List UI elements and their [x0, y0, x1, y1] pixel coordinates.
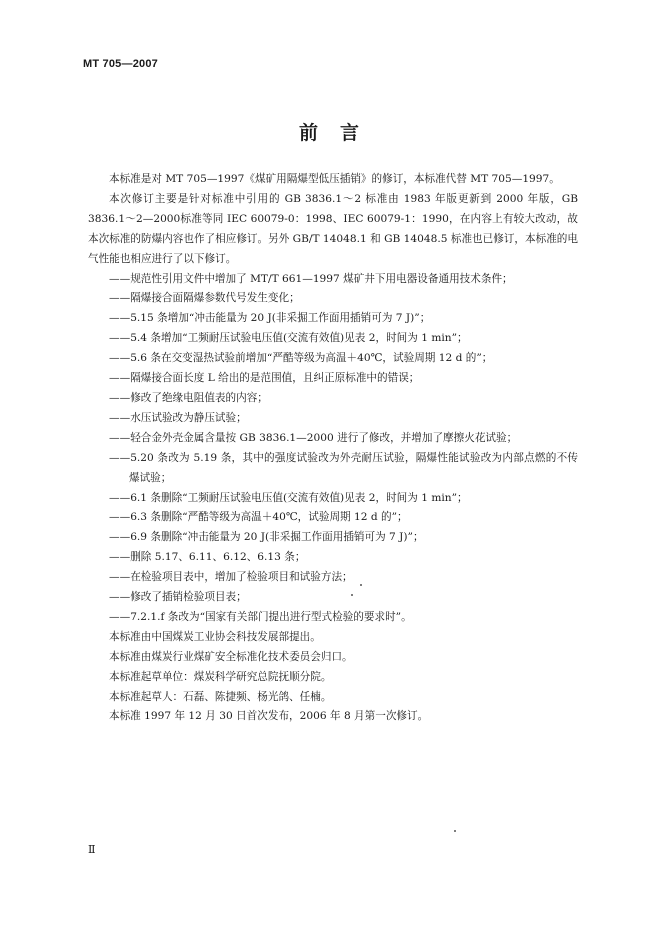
- change-item: ——5.15 条增加“冲击能量为 20 J(非采掘工作面用插销可为 7 J)”；: [109, 312, 431, 325]
- change-item: ——轻合金外壳金属含量按 GB 3836.1—2000 进行了修改，并增加了摩擦火花试验；: [109, 431, 518, 444]
- change-item: ——修改了插销检验项目表；: [109, 591, 247, 604]
- change-item: ——水压试验改为静压试验；: [109, 411, 247, 424]
- change-item: ——6.9 条删除“冲击能量为 20 J(非采掘工作面用插销可为 7 J)”；: [109, 531, 424, 544]
- change-item: ——5.20 条改为 5.19 条，其中的强度试验改为外壳耐压试验，隔爆性能试验改为内部点燃的不传爆试验；: [109, 451, 578, 484]
- change-item: ——5.6 条在交变湿热试验前增加“严酷等级为高温＋40℃，试验周期 12 d 的”；: [109, 352, 493, 365]
- scan-speck: [351, 594, 353, 596]
- scan-speck: [454, 830, 456, 832]
- intro-paragraph: 本标准是对 MT 705—1997《煤矿用隔爆型低压插销》的修订，本标准代替 MT 705—1997。: [109, 173, 560, 185]
- change-item: ——隔爆接合面长度 L 给出的是范围值，且纠正原标准中的错误；: [109, 372, 420, 385]
- change-item: ——修改了绝缘电阻值表的内容；: [109, 391, 268, 404]
- standard-number-header: MT 705—2007: [83, 58, 158, 70]
- drafters-statement: 本标准起草人：石磊、陈捷频、杨光鸽、任楠。: [109, 690, 332, 703]
- page-number: Ⅱ: [88, 843, 96, 856]
- change-item: ——在检验项目表中，增加了检验项目和试验方法；: [109, 571, 353, 584]
- publication-history-statement: 本标准 1997 年 12 月 30 日首次发布，2006 年 8 月第一次修订。: [109, 710, 429, 723]
- proposer-statement: 本标准由中国煤炭工业协会科技发展部提出。: [109, 630, 321, 643]
- change-item: ——5.4 条增加“工频耐压试验电压值(交流有效值)见表 2，时间为 1 min”；: [109, 332, 468, 345]
- change-item: ——6.3 条删除“严酷等级为高温＋40℃，试验周期 12 d 的”；: [109, 511, 408, 524]
- change-item: ——7.2.1.f 条改为“国家有关部门提出进行型式检验的要求时”。: [109, 610, 412, 623]
- revision-summary-paragraph: 本次修订主要是针对标准中引用的 GB 3836.1～2 标准由 1983 年版更新到 2000 年版，GB 3836.1～2—2000标准等同 IEC 60079-0：1998、IEC 60079-1：1990，在内容上有较大改动，故本次标准的防爆内容也作了相应修订。另外 GB/T 14048.1 和 GB 14048.5 标准也已修订，本标准的电气性能也相应进行了以下修订。: [88, 192, 578, 265]
- change-item: ——6.1 条删除“工频耐压试验电压值(交流有效值)见表 2，时间为 1 min”；: [109, 491, 468, 504]
- document-body: [88, 170, 578, 727]
- page-title: 前言: [298, 122, 381, 144]
- scan-speck: [360, 584, 362, 586]
- change-item: ——删除 5.17、6.11、6.12、6.13 条；: [109, 551, 306, 564]
- change-item: ——规范性引用文件中增加了 MT/T 661—1997 煤矿井下用电器设备通用技术条件；: [109, 272, 513, 285]
- committee-statement: 本标准由煤炭行业煤矿安全标准化技术委员会归口。: [109, 650, 353, 663]
- drafting-unit-statement: 本标准起草单位：煤炭科学研究总院抚顺分院。: [109, 670, 332, 683]
- change-item: ——隔爆接合面隔爆参数代号发生变化；: [109, 292, 300, 305]
